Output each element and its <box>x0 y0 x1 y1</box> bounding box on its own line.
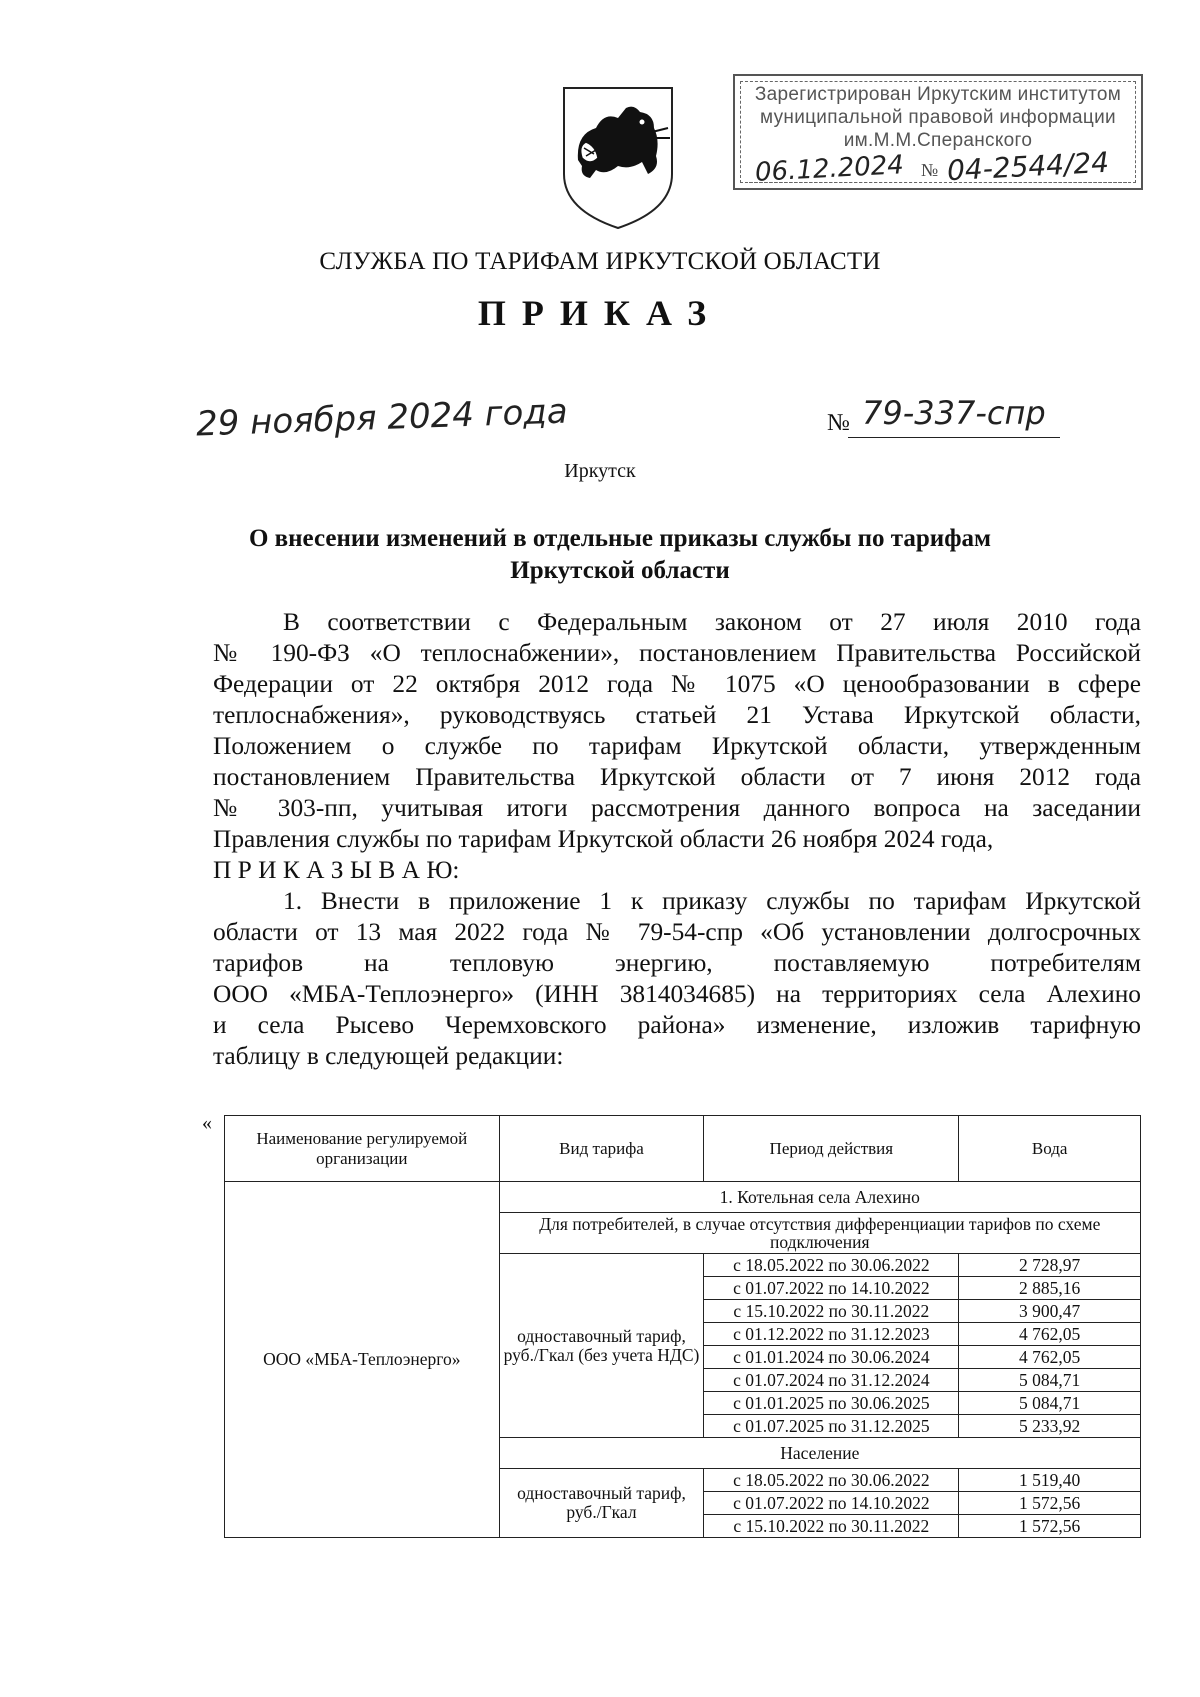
stamp-line-2: муниципальной правовой информации <box>760 107 1116 128</box>
order-number-underline <box>848 437 1060 438</box>
period-cell: с 01.07.2022 по 14.10.2022 <box>704 1277 959 1300</box>
body-line: области от 13 мая 2022 года № 79-54-спр «Об установлении долгосрочных <box>213 918 1141 946</box>
value-cell: 4 762,05 <box>959 1346 1141 1369</box>
order-number-label: № <box>827 410 850 436</box>
title-line-2: Иркутской области <box>510 557 730 584</box>
stamp-number: 04-2544/24 <box>946 145 1110 188</box>
value-cell: 3 900,47 <box>959 1300 1141 1323</box>
period-cell: с 15.10.2022 по 30.11.2022 <box>704 1515 959 1538</box>
value-cell: 5 084,71 <box>959 1392 1141 1415</box>
body-line: В соответствии с Федеральным законом от 27 июля 2010 года <box>283 608 1141 636</box>
body-line: № 303-пп, учитывая итоги рассмотрения данного вопроса на заседании <box>213 794 1141 822</box>
period-cell: с 18.05.2022 по 30.06.2022 <box>704 1254 959 1277</box>
table-section-row <box>225 1182 1141 1213</box>
tariff-table <box>224 1115 1141 1538</box>
stamp-number-label: № <box>921 160 939 180</box>
period-cell: с 01.07.2025 по 31.12.2025 <box>704 1415 959 1438</box>
document-title <box>160 523 1080 587</box>
header-org: Наименование регулируемой организации <box>225 1116 500 1182</box>
subsection-title: Население <box>499 1438 1140 1469</box>
header-tariff-type: Вид тарифа <box>499 1116 704 1182</box>
tariff-type-cell: одноставочный тариф, руб./Гкал (без учета НДС) <box>499 1254 704 1438</box>
order-date-handwritten: 29 ноября 2024 года <box>195 391 569 445</box>
body-line: Положением о службе по тарифам Иркутской области, утвержденным <box>213 732 1141 760</box>
coat-of-arms-emblem <box>556 82 680 230</box>
body-line: № 190-ФЗ «О теплоснабжении», постановлением Правительства Российской <box>213 639 1141 667</box>
document-type: ПРИКАЗ <box>477 293 723 333</box>
period-cell: с 18.05.2022 по 30.06.2022 <box>704 1469 959 1492</box>
header-period: Период действия <box>704 1116 959 1182</box>
header-water: Вода <box>959 1116 1141 1182</box>
period-cell: с 15.10.2022 по 30.11.2022 <box>704 1300 959 1323</box>
body-line: постановлением Правительства Иркутской области от 7 июня 2012 года <box>213 763 1141 791</box>
value-cell: 1 572,56 <box>959 1492 1141 1515</box>
body-line: Федерации от 22 октября 2012 года № 1075 «О ценообразовании в сфере <box>213 670 1141 698</box>
body-line: теплоснабжения», руководствуясь статьей 21 Устава Иркутской области, <box>213 701 1141 729</box>
value-cell: 2 728,97 <box>959 1254 1141 1277</box>
title-line-1: О внесении изменений в отдельные приказы службы по тарифам <box>248 525 992 552</box>
registration-stamp <box>733 74 1143 190</box>
body-line: ООО «МБА-Теплоэнерго» (ИНН 3814034685) на территориях села Алехино <box>213 980 1141 1008</box>
order-number-handwritten: 79-337-спр <box>862 394 1046 432</box>
value-cell: 1 519,40 <box>959 1469 1141 1492</box>
stamp-line-3: им.М.М.Сперанского <box>843 130 1033 151</box>
period-cell: с 01.07.2022 по 14.10.2022 <box>704 1492 959 1515</box>
period-cell: с 01.12.2022 по 31.12.2023 <box>704 1323 959 1346</box>
value-cell: 2 885,16 <box>959 1277 1141 1300</box>
stamp-date: 06.12.2024 <box>754 150 905 188</box>
stamp-line-1: Зарегистрирован Иркутским институтом <box>754 84 1122 105</box>
quote-mark: « <box>202 1112 212 1134</box>
value-cell: 5 233,92 <box>959 1415 1141 1438</box>
city: Иркутск <box>564 460 636 482</box>
value-cell: 5 084,71 <box>959 1369 1141 1392</box>
value-cell: 4 762,05 <box>959 1323 1141 1346</box>
body-line: и села Рысево Черемховского района» изменение, изложив тарифную <box>213 1011 1141 1039</box>
section-title: 1. Котельная села Алехино <box>499 1182 1140 1213</box>
organization-cell: ООО «МБА-Теплоэнерго» <box>225 1182 500 1538</box>
body-line: таблицу в следующей редакции: <box>213 1042 564 1070</box>
value-cell: 1 572,56 <box>959 1515 1141 1538</box>
tariff-type-cell: одноставочный тариф, руб./Гкал <box>499 1469 704 1538</box>
table-header-row <box>225 1116 1141 1182</box>
period-cell: с 01.07.2024 по 31.12.2024 <box>704 1369 959 1392</box>
body-line: Правления службы по тарифам Иркутской области 26 ноября 2024 года, <box>213 825 994 853</box>
period-cell: с 01.01.2025 по 30.06.2025 <box>704 1392 959 1415</box>
order-keyword: П Р И К А З Ы В А Ю: <box>213 856 460 884</box>
body-line: тарифов на тепловую энергию, поставляемую потребителям <box>213 949 1141 977</box>
agency-name: СЛУЖБА ПО ТАРИФАМ ИРКУТСКОЙ ОБЛАСТИ <box>319 248 881 275</box>
period-cell: с 01.01.2024 по 30.06.2024 <box>704 1346 959 1369</box>
subsection-title: Для потребителей, в случае отсутствия дифференциации тарифов по схеме подключения <box>499 1213 1140 1254</box>
body-line: 1. Внести в приложение 1 к приказу службы по тарифам Иркутской <box>283 887 1141 915</box>
